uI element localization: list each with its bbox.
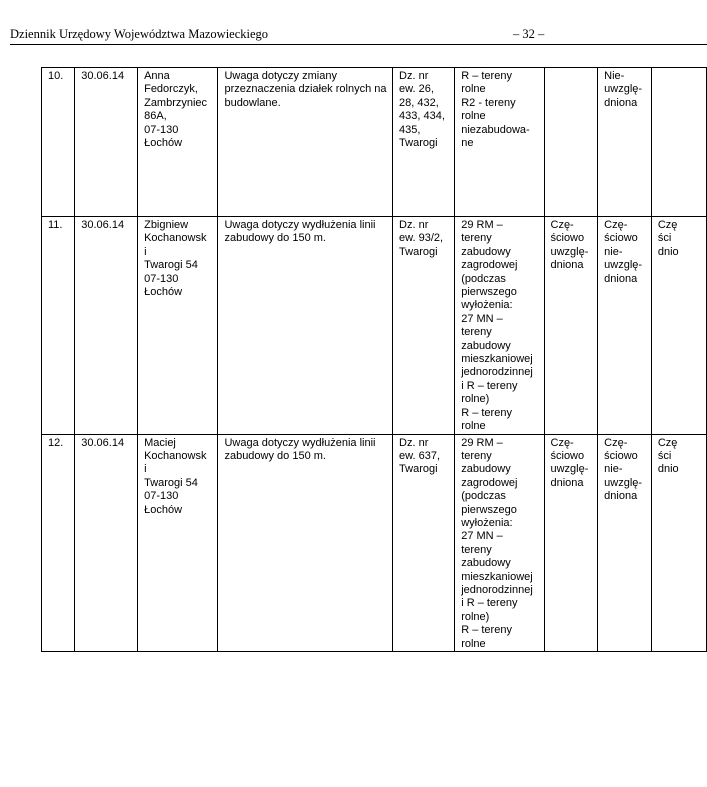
remark-content-cell: Uwaga dotyczy zmiany przeznaczenia działek rolnych na budowlane. [218, 68, 393, 217]
row-number-cell: 10. [42, 68, 75, 217]
parcel-cell: Dz. nr ew. 637, Twarogi [393, 434, 455, 652]
wojt-accepted-cell [544, 68, 598, 217]
council-decision-cell: Czę ści dnio [651, 217, 706, 435]
council-decision-cell [651, 68, 706, 217]
remark-content-cell: Uwaga dotyczy wydłużenia linii zabudowy do 150 m. [218, 217, 393, 435]
date-cell: 30.06.14 [75, 68, 138, 217]
wojt-rejected-cell: Nie- uwzglę- dniona [598, 68, 652, 217]
wojt-accepted-cell: Czę- ściowo uwzglę- dniona [544, 434, 598, 652]
parcel-cell: Dz. nr ew. 26, 28, 432, 433, 434, 435, Twarogi [393, 68, 455, 217]
journal-title: Dziennik Urzędowy Województwa Mazowieckiego [10, 27, 269, 41]
wojt-rejected-cell: Czę- ściowo nie- uwzglę- dniona [598, 434, 652, 652]
table-row [42, 217, 707, 435]
row-number-cell: 11. [42, 217, 75, 435]
wojt-rejected-cell: Czę- ściowo nie- uwzglę- dniona [598, 217, 652, 435]
applicant-cell: Zbigniew Kochanowsk i Twarogi 54 07-130 Łochów [138, 217, 218, 435]
date-cell: 30.06.14 [75, 217, 138, 435]
wojt-accepted-cell: Czę- ściowo uwzglę- dniona [544, 217, 598, 435]
date-cell: 30.06.14 [75, 434, 138, 652]
applicant-cell: Anna Fedorczyk, Zambrzyniec 86A, 07-130 Łochów [138, 68, 218, 217]
plan-designation-cell: R – tereny rolne R2 - tereny rolne niezabudowa- ne [455, 68, 544, 217]
applicant-cell: Maciej Kochanowsk i Twarogi 54 07-130 Łochów [138, 434, 218, 652]
plan-designation-cell: 29 RM – tereny zabudowy zagrodowej (podczas pierwszego wyłożenia: 27 MN – tereny zabudowy mieszkaniowej jednorodzinnej i R – tereny rolne) R – tereny rolne [455, 434, 544, 652]
council-decision-cell: Czę ści dnio [651, 434, 706, 652]
row-number-cell: 12. [42, 434, 75, 652]
page-header [10, 24, 707, 45]
table-row [42, 434, 707, 652]
remarks-table [41, 67, 707, 652]
page-number: – 32 – [513, 27, 545, 41]
table-row [42, 68, 707, 217]
parcel-cell: Dz. nr ew. 93/2, Twarogi [393, 217, 455, 435]
plan-designation-cell: 29 RM – tereny zabudowy zagrodowej (podczas pierwszego wyłożenia: 27 MN – tereny zabudowy mieszkaniowej jednorodzinnej i R – tereny rolne) R – tereny rolne [455, 217, 544, 435]
remark-content-cell: Uwaga dotyczy wydłużenia linii zabudowy do 150 m. [218, 434, 393, 652]
